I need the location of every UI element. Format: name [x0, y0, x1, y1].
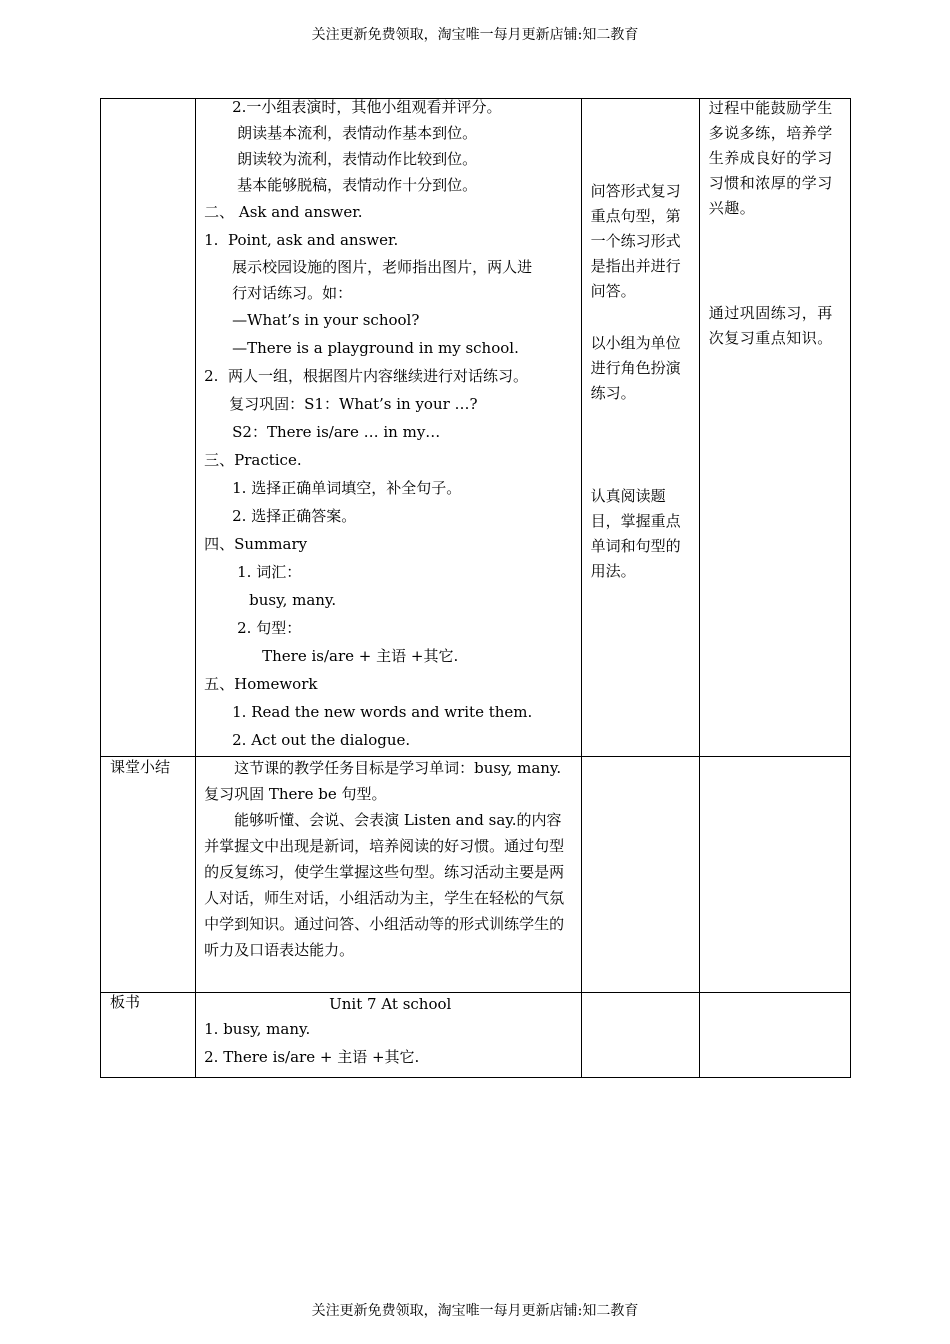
- process-line: 1. Point, ask and answer.: [204, 231, 399, 249]
- lesson-plan-table: [100, 98, 851, 1078]
- page-header: 关注更新免费领取，淘宝唯一每月更新店铺:知二教育: [311, 27, 639, 43]
- process-line: 行对话练习。如：: [232, 284, 353, 302]
- process-content-cell: [196, 99, 582, 757]
- process-line: 1. 词汇：: [237, 563, 302, 581]
- process-label-cell: [101, 99, 196, 757]
- process-line: —There is a playground in my school.: [232, 339, 519, 357]
- board-empty-cell: [699, 993, 850, 1078]
- process-line: 朗读较为流利，表情动作比较到位。: [237, 150, 478, 168]
- intent-note: 过程中能鼓励学生多说多练，培养学生养成良好的学习习惯和浓厚的学习兴趣。: [708, 99, 833, 217]
- section-heading: 五、Homework: [204, 675, 318, 693]
- intent-note: 通过巩固练习，再次复习重点知识。: [708, 304, 833, 347]
- process-line: 1. 选择正确单词填空，补全句子。: [232, 479, 462, 497]
- board-line: 2. There is/are + 主语 +其它.: [204, 1048, 420, 1066]
- summary-empty-cell: [581, 757, 699, 993]
- section-heading: 二、 Ask and answer.: [204, 203, 363, 221]
- process-line: There is/are + 主语 +其它.: [262, 647, 459, 665]
- page-footer: 关注更新免费领取，淘宝唯一每月更新店铺:知二教育: [311, 1303, 639, 1319]
- section-heading: 三、Practice.: [204, 451, 302, 469]
- board-label-cell: [101, 993, 196, 1078]
- board-row: [101, 993, 851, 1078]
- student-activity-cell: [581, 99, 699, 757]
- process-line: S2：There is/are … in my…: [232, 423, 441, 441]
- summary-label-cell: [101, 757, 196, 993]
- board-content-cell: [196, 993, 582, 1078]
- process-line: —What’s in your school?: [232, 311, 420, 329]
- process-line: 1. Read the new words and write them.: [232, 703, 533, 721]
- process-line: 2.一小组表演时，其他小组观看并评分。: [232, 98, 502, 116]
- summary-row: [101, 757, 851, 993]
- process-row: [101, 99, 851, 757]
- board-title: Unit 7 At school: [329, 995, 452, 1013]
- student-note: 认真阅读题目，掌握重点单词和句型的用法。: [590, 487, 681, 580]
- summary-content-cell: [196, 757, 582, 993]
- student-note: 问答形式复习重点句型，第一个练习形式是指出并进行问答。: [590, 182, 681, 300]
- process-line: 2. Act out the dialogue.: [232, 731, 411, 749]
- section-heading: 四、Summary: [204, 535, 308, 553]
- process-line: 基本能够脱稿，表情动作十分到位。: [237, 176, 478, 194]
- summary-empty-cell: [699, 757, 850, 993]
- student-note: 以小组为单位进行角色扮演练习。: [590, 334, 681, 402]
- process-line: 2. 选择正确答案。: [232, 507, 357, 525]
- process-line: 展示校园设施的图片，老师指出图片，两人进: [232, 258, 533, 276]
- summary-paragraph: 这节课的教学任务目标是学习单词：busy, many. 复习巩固 There be 句型。: [204, 759, 562, 803]
- design-intent-cell: [699, 99, 850, 757]
- board-line: 1. busy, many.: [204, 1020, 311, 1038]
- summary-label: 课堂小结: [110, 758, 171, 776]
- process-line: 复习巩固：S1：What’s in your …?: [229, 395, 478, 413]
- summary-paragraph: 能够听懂、会说、会表演 Listen and say.的内容并掌握文中出现是新词，培养阅读的好习惯。通过句型的反复练习，使学生掌握这些句型。练习活动主要是两人对话，师生对话，小组活动为主，学生在轻松的气氛中学到知识。通过问答、小组活动等的形式训练学生的听力及口语表达能力。: [204, 811, 565, 959]
- process-line: 2. 句型：: [237, 619, 302, 637]
- board-label: 板书: [110, 993, 141, 1011]
- board-empty-cell: [581, 993, 699, 1078]
- process-line: busy, many.: [249, 591, 337, 609]
- process-line: 2. 两人一组，根据图片内容继续进行对话练习。: [204, 367, 528, 385]
- process-line: 朗读基本流利，表情动作基本到位。: [237, 124, 478, 142]
